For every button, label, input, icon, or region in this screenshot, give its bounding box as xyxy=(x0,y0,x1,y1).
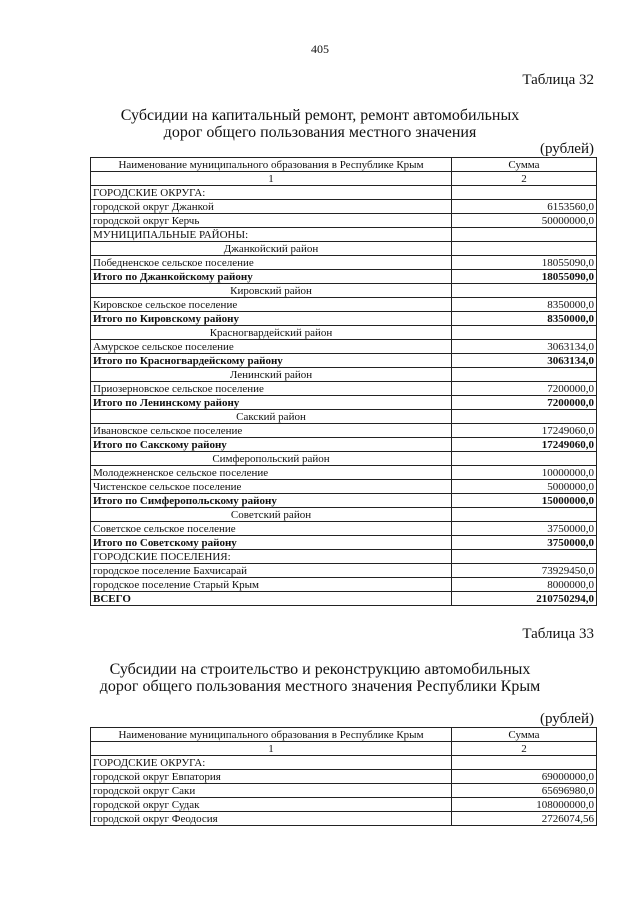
table-32-title-line2: дорог общего пользования местного значения xyxy=(163,124,477,141)
row-name-cell: городское поселение Бахчисарай xyxy=(91,564,452,578)
table-row xyxy=(91,298,597,312)
row-name-cell: МУНИЦИПАЛЬНЫЕ РАЙОНЫ: xyxy=(91,228,452,242)
row-amount-cell xyxy=(452,368,597,382)
row-name-cell: Итого по Симферопольскому району xyxy=(91,494,452,508)
table-row xyxy=(91,564,597,578)
total-row xyxy=(91,494,597,508)
section-header-row xyxy=(91,186,597,200)
table-row xyxy=(91,784,597,798)
colnum-2: 2 xyxy=(452,172,597,186)
header-amount-cell: Сумма xyxy=(452,158,597,172)
row-name-cell: Кировское сельское поселение xyxy=(91,298,452,312)
row-amount-cell xyxy=(452,326,597,340)
table-row xyxy=(91,812,597,826)
colnum-2: 2 xyxy=(452,742,597,756)
row-amount-cell: 210750294,0 xyxy=(452,592,597,606)
table-32-colnum-row xyxy=(91,172,597,186)
table-33-title-line2: дорог общего пользования местного значения Республики Крым xyxy=(99,678,541,695)
table-32-title xyxy=(0,107,640,141)
row-name-cell: городское поселение Старый Крым xyxy=(91,578,452,592)
table-row xyxy=(91,382,597,396)
row-name-cell: Амурское сельское поселение xyxy=(91,340,452,354)
row-amount-cell: 3750000,0 xyxy=(452,522,597,536)
header-amount-cell: Сумма xyxy=(452,728,597,742)
district-header-row xyxy=(91,326,597,340)
table-row xyxy=(91,798,597,812)
row-name-cell: Симферопольский район xyxy=(91,452,452,466)
row-name-cell: Итого по Сакскому району xyxy=(91,438,452,452)
table-32-title-line1: Субсидии на капитальный ремонт, ремонт автомобильных xyxy=(120,107,520,124)
row-amount-cell: 8000000,0 xyxy=(452,578,597,592)
row-name-cell: Молодежненское сельское поселение xyxy=(91,466,452,480)
row-name-cell: Ленинский район xyxy=(91,368,452,382)
table-row xyxy=(91,578,597,592)
table-row xyxy=(91,770,597,784)
row-amount-cell: 17249060,0 xyxy=(452,438,597,452)
row-amount-cell: 65696980,0 xyxy=(452,784,597,798)
district-header-row xyxy=(91,410,597,424)
district-header-row xyxy=(91,284,597,298)
row-amount-cell: 3063134,0 xyxy=(452,354,597,368)
row-name-cell: ВСЕГО xyxy=(91,592,452,606)
row-amount-cell: 8350000,0 xyxy=(452,298,597,312)
row-amount-cell: 3063134,0 xyxy=(452,340,597,354)
row-amount-cell: 15000000,0 xyxy=(452,494,597,508)
row-name-cell: Кировский район xyxy=(91,284,452,298)
row-name-cell: городской округ Феодосия xyxy=(91,812,452,826)
total-row xyxy=(91,354,597,368)
row-amount-cell xyxy=(452,508,597,522)
row-amount-cell xyxy=(452,410,597,424)
table-row xyxy=(91,340,597,354)
row-amount-cell: 18055090,0 xyxy=(452,256,597,270)
row-amount-cell xyxy=(452,242,597,256)
district-header-row xyxy=(91,452,597,466)
row-name-cell: Джанкойский район xyxy=(91,242,452,256)
row-amount-cell: 73929450,0 xyxy=(452,564,597,578)
section-header-row xyxy=(91,228,597,242)
row-amount-cell xyxy=(452,550,597,564)
table-33 xyxy=(90,727,597,826)
row-name-cell: Итого по Ленинскому району xyxy=(91,396,452,410)
row-amount-cell: 108000000,0 xyxy=(452,798,597,812)
row-name-cell: Ивановское сельское поселение xyxy=(91,424,452,438)
row-amount-cell: 7200000,0 xyxy=(452,396,597,410)
section-header-row xyxy=(91,756,597,770)
row-name-cell: Красногвардейский район xyxy=(91,326,452,340)
row-name-cell: городской округ Евпатория xyxy=(91,770,452,784)
district-header-row xyxy=(91,368,597,382)
row-amount-cell: 6153560,0 xyxy=(452,200,597,214)
row-name-cell: ГОРОДСКИЕ ОКРУГА: xyxy=(91,186,452,200)
row-name-cell: городской округ Керчь xyxy=(91,214,452,228)
row-name-cell: Итого по Кировскому району xyxy=(91,312,452,326)
row-name-cell: городской округ Саки xyxy=(91,784,452,798)
row-amount-cell: 10000000,0 xyxy=(452,466,597,480)
table-33-title xyxy=(0,661,640,695)
table-33-unit: (рублей) xyxy=(539,711,594,727)
row-name-cell: городской округ Судак xyxy=(91,798,452,812)
row-amount-cell: 3750000,0 xyxy=(452,536,597,550)
row-amount-cell xyxy=(452,452,597,466)
row-name-cell: Советское сельское поселение xyxy=(91,522,452,536)
table-33-header-row xyxy=(91,728,597,742)
table-32-unit: (рублей) xyxy=(539,141,594,157)
row-amount-cell: 2726074,56 xyxy=(452,812,597,826)
district-header-row xyxy=(91,242,597,256)
table-32 xyxy=(90,157,597,606)
row-name-cell: Советский район xyxy=(91,508,452,522)
row-name-cell: ГОРОДСКИЕ ПОСЕЛЕНИЯ: xyxy=(91,550,452,564)
row-name-cell: Итого по Красногвардейскому району xyxy=(91,354,452,368)
row-name-cell: городской округ Джанкой xyxy=(91,200,452,214)
row-name-cell: Итого по Джанкойскому району xyxy=(91,270,452,284)
row-amount-cell: 69000000,0 xyxy=(452,770,597,784)
row-name-cell: Приозерновское сельское поселение xyxy=(91,382,452,396)
row-name-cell: Итого по Советскому району xyxy=(91,536,452,550)
table-row xyxy=(91,480,597,494)
page-number: 405 xyxy=(311,42,329,56)
table-32-label: Таблица 32 xyxy=(522,72,594,88)
row-name-cell: Чистенское сельское поселение xyxy=(91,480,452,494)
section-header-row xyxy=(91,550,597,564)
total-row xyxy=(91,438,597,452)
table-row xyxy=(91,522,597,536)
table-row xyxy=(91,200,597,214)
total-row xyxy=(91,312,597,326)
header-name-cell: Наименование муниципального образования в Республике Крым xyxy=(91,728,452,742)
total-row xyxy=(91,536,597,550)
colnum-1: 1 xyxy=(91,742,452,756)
row-name-cell: ГОРОДСКИЕ ОКРУГА: xyxy=(91,756,452,770)
table-33-colnum-row xyxy=(91,742,597,756)
table-row xyxy=(91,466,597,480)
table-33-label: Таблица 33 xyxy=(522,626,594,642)
header-name-cell: Наименование муниципального образования в Республике Крым xyxy=(91,158,452,172)
table-row xyxy=(91,424,597,438)
row-amount-cell: 18055090,0 xyxy=(452,270,597,284)
row-amount-cell: 8350000,0 xyxy=(452,312,597,326)
row-amount-cell xyxy=(452,284,597,298)
row-name-cell: Сакский район xyxy=(91,410,452,424)
total-row xyxy=(91,592,597,606)
row-name-cell: Победненское сельское поселение xyxy=(91,256,452,270)
row-amount-cell xyxy=(452,228,597,242)
table-row xyxy=(91,256,597,270)
table-32-header-row xyxy=(91,158,597,172)
district-header-row xyxy=(91,508,597,522)
colnum-1: 1 xyxy=(91,172,452,186)
row-amount-cell: 50000000,0 xyxy=(452,214,597,228)
total-row xyxy=(91,270,597,284)
row-amount-cell xyxy=(452,186,597,200)
row-amount-cell: 5000000,0 xyxy=(452,480,597,494)
row-amount-cell xyxy=(452,756,597,770)
row-amount-cell: 7200000,0 xyxy=(452,382,597,396)
table-33-title-line1: Субсидии на строительство и реконструкцию автомобильных xyxy=(109,661,531,678)
table-row xyxy=(91,214,597,228)
total-row xyxy=(91,396,597,410)
row-amount-cell: 17249060,0 xyxy=(452,424,597,438)
